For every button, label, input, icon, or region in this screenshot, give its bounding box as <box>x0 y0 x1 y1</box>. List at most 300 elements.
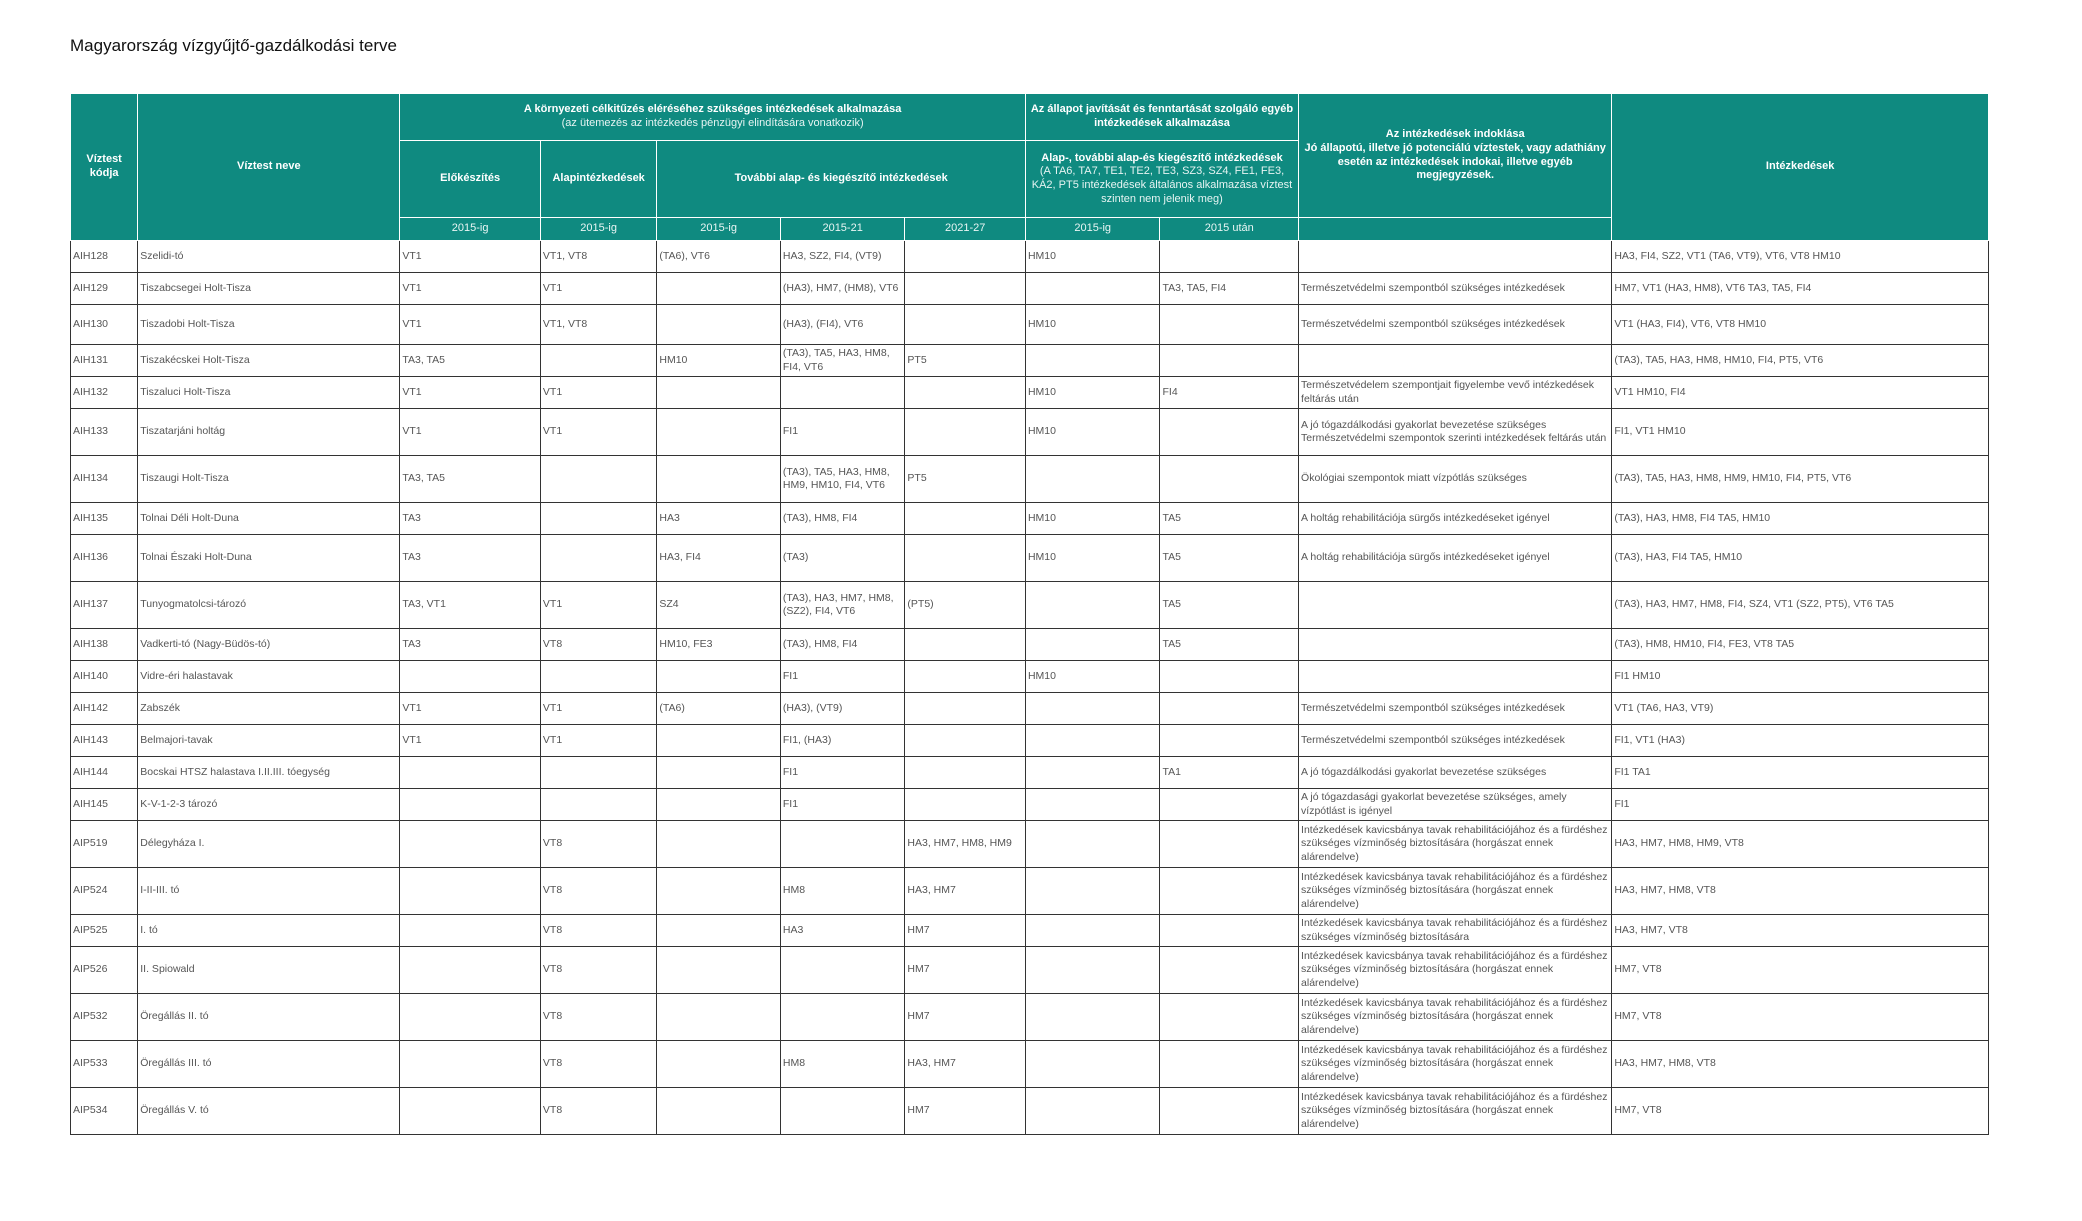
cell-name: Tiszabcsegei Holt-Tisza <box>138 273 400 305</box>
cell-basic: VT1 <box>540 693 656 725</box>
table-row <box>71 789 1989 821</box>
cell-s2 <box>1160 725 1299 757</box>
table-row <box>71 994 1989 1041</box>
cell-s1 <box>1025 345 1160 377</box>
cell-prep <box>400 1088 541 1135</box>
cell-f2: (TA3) <box>780 535 905 582</box>
cell-f1 <box>657 456 781 503</box>
cell-prep: VT1 <box>400 305 541 345</box>
cell-s1: HM10 <box>1025 377 1160 409</box>
cell-measures: HM7, VT8 <box>1612 947 1989 994</box>
cell-reason: Intézkedések kavicsbánya tavak rehabilitációjához és a fürdéshez szükséges vízminőség biztosítására (horgászat ennek alárendelve) <box>1299 868 1612 915</box>
cell-reason: Természetvédelmi szempontból szükséges intézkedések <box>1299 693 1612 725</box>
cell-measures: (TA3), HA3, HM7, HM8, FI4, SZ4, VT1 (SZ2, PT5), VT6 TA5 <box>1612 582 1989 629</box>
cell-s1 <box>1025 789 1160 821</box>
cell-s1 <box>1025 456 1160 503</box>
cell-name: Öregállás V. tó <box>138 1088 400 1135</box>
col-header-basic: Alapintézkedések <box>540 141 656 218</box>
cell-s2 <box>1160 409 1299 456</box>
cell-f1 <box>657 377 781 409</box>
cell-measures: FI1 TA1 <box>1612 757 1989 789</box>
cell-measures: FI1 HM10 <box>1612 661 1989 693</box>
cell-s2 <box>1160 868 1299 915</box>
cell-s2: TA1 <box>1160 757 1299 789</box>
cell-code: AIH135 <box>71 503 138 535</box>
cell-name: I-II-III. tó <box>138 868 400 915</box>
cell-basic: VT8 <box>540 821 656 868</box>
cell-s2 <box>1160 821 1299 868</box>
cell-prep: TA3, TA5 <box>400 456 541 503</box>
cell-reason: A jó tógazdálkodási gyakorlat bevezetése szükséges Természetvédelmi szempontok szerinti intézkedések feltárás után <box>1299 409 1612 456</box>
cell-f3: HM7 <box>905 1088 1026 1135</box>
cell-prep <box>400 757 541 789</box>
period-state-1: 2015-ig <box>1025 218 1160 241</box>
cell-f1 <box>657 757 781 789</box>
cell-s1: HM10 <box>1025 535 1160 582</box>
cell-f3 <box>905 377 1026 409</box>
cell-name: II. Spiowald <box>138 947 400 994</box>
table-row <box>71 1088 1989 1135</box>
cell-name: Öregállás III. tó <box>138 1041 400 1088</box>
cell-reason: Természetvédelmi szempontból szükséges intézkedések <box>1299 725 1612 757</box>
cell-s2 <box>1160 345 1299 377</box>
table-row <box>71 409 1989 456</box>
table-row <box>71 693 1989 725</box>
cell-s2 <box>1160 1088 1299 1135</box>
cell-s1: HM10 <box>1025 305 1160 345</box>
cell-f3: HA3, HM7 <box>905 868 1026 915</box>
cell-s1 <box>1025 915 1160 947</box>
cell-code: AIH128 <box>71 241 138 273</box>
cell-basic: VT8 <box>540 994 656 1041</box>
cell-reason: Természetvédelmi szempontból szükséges intézkedések <box>1299 305 1612 345</box>
cell-code: AIH132 <box>71 377 138 409</box>
table-row <box>71 345 1989 377</box>
cell-prep: TA3, VT1 <box>400 582 541 629</box>
cell-reason <box>1299 582 1612 629</box>
cell-prep <box>400 1041 541 1088</box>
cell-code: AIH129 <box>71 273 138 305</box>
cell-f3 <box>905 789 1026 821</box>
cell-prep <box>400 868 541 915</box>
cell-basic: VT8 <box>540 947 656 994</box>
cell-prep <box>400 789 541 821</box>
cell-f1 <box>657 915 781 947</box>
cell-prep <box>400 661 541 693</box>
period-further-1: 2015-ig <box>657 218 781 241</box>
cell-s1 <box>1025 629 1160 661</box>
cell-basic <box>540 661 656 693</box>
cell-s2 <box>1160 994 1299 1041</box>
cell-reason <box>1299 241 1612 273</box>
col-header-code: Víztest kódja <box>71 94 138 241</box>
cell-s1: HM10 <box>1025 503 1160 535</box>
cell-prep: VT1 <box>400 241 541 273</box>
cell-measures: HA3, HM7, VT8 <box>1612 915 1989 947</box>
period-further-2: 2015-21 <box>780 218 905 241</box>
cell-s2: TA5 <box>1160 535 1299 582</box>
table-row <box>71 535 1989 582</box>
cell-f1: HM10, FE3 <box>657 629 781 661</box>
cell-basic: VT1 <box>540 582 656 629</box>
cell-name: Tunyogmatolcsi-tározó <box>138 582 400 629</box>
cell-reason: A jó tógazdálkodási gyakorlat bevezetése szükséges <box>1299 757 1612 789</box>
cell-f3: (PT5) <box>905 582 1026 629</box>
cell-f2: HA3 <box>780 915 905 947</box>
cell-f3: HM7 <box>905 947 1026 994</box>
cell-basic: VT1 <box>540 377 656 409</box>
cell-s1 <box>1025 1088 1160 1135</box>
cell-f3: HM7 <box>905 915 1026 947</box>
cell-code: AIH142 <box>71 693 138 725</box>
cell-basic <box>540 789 656 821</box>
cell-name: I. tó <box>138 915 400 947</box>
cell-f3 <box>905 661 1026 693</box>
cell-f2: (TA3), TA5, HA3, HM8, FI4, VT6 <box>780 345 905 377</box>
cell-f1 <box>657 1088 781 1135</box>
cell-s2 <box>1160 915 1299 947</box>
cell-code: AIH133 <box>71 409 138 456</box>
cell-s1 <box>1025 821 1160 868</box>
cell-f2 <box>780 377 905 409</box>
cell-reason: Ökológiai szempontok miatt vízpótlás szükséges <box>1299 456 1612 503</box>
col-header-state-sub-note: (A TA6, TA7, TE1, TE2, TE3, SZ3, SZ4, FE1, FE3, KÁ2, PT5 intézkedések általános alkalmazása víztest szinten nem jelenik meg) <box>1031 165 1293 205</box>
cell-prep: VT1 <box>400 377 541 409</box>
cell-basic <box>540 757 656 789</box>
table-row <box>71 757 1989 789</box>
cell-measures: HA3, HM7, HM8, VT8 <box>1612 868 1989 915</box>
period-further-3: 2021-27 <box>905 218 1026 241</box>
cell-f2 <box>780 947 905 994</box>
cell-prep <box>400 947 541 994</box>
cell-s1 <box>1025 693 1160 725</box>
cell-reason <box>1299 661 1612 693</box>
cell-prep: TA3, TA5 <box>400 345 541 377</box>
cell-code: AIH137 <box>71 582 138 629</box>
cell-f1 <box>657 305 781 345</box>
table-row <box>71 241 1989 273</box>
cell-f3: PT5 <box>905 456 1026 503</box>
cell-name: Szelidi-tó <box>138 241 400 273</box>
cell-reason: A holtág rehabilitációja sürgős intézkedéseket igényel <box>1299 503 1612 535</box>
table-row <box>71 821 1989 868</box>
cell-f1: (TA6) <box>657 693 781 725</box>
cell-f1 <box>657 409 781 456</box>
cell-f3 <box>905 409 1026 456</box>
cell-name: Öregállás II. tó <box>138 994 400 1041</box>
col-header-reasons-title: Az intézkedések indoklása <box>1385 128 1525 140</box>
cell-s2 <box>1160 789 1299 821</box>
cell-measures: FI1, VT1 HM10 <box>1612 409 1989 456</box>
cell-name: Tiszatarjáni holtág <box>138 409 400 456</box>
period-prep: 2015-ig <box>400 218 541 241</box>
col-header-reasons-sub: Jó állapotú, illetve jó potenciálú víztestek, vagy adathiány esetén az intézkedések indokai, illetve egyéb megjegyzések. <box>1304 141 1606 182</box>
col-header-state-sub-title: Alap-, további alap-és kiegészítő intézkedések <box>1041 151 1283 164</box>
cell-f3: PT5 <box>905 345 1026 377</box>
cell-f3: HA3, HM7 <box>905 1041 1026 1088</box>
cell-f1: HA3 <box>657 503 781 535</box>
cell-f2: HM8 <box>780 1041 905 1088</box>
cell-basic: VT1, VT8 <box>540 241 656 273</box>
col-header-further: További alap- és kiegészítő intézkedések <box>657 141 1026 218</box>
cell-code: AIH131 <box>71 345 138 377</box>
cell-f1: HA3, FI4 <box>657 535 781 582</box>
cell-s2: TA3, TA5, FI4 <box>1160 273 1299 305</box>
measures-table <box>70 93 1989 1135</box>
cell-f1: (TA6), VT6 <box>657 241 781 273</box>
cell-measures: HA3, FI4, SZ2, VT1 (TA6, VT9), VT6, VT8 HM10 <box>1612 241 1989 273</box>
table-row <box>71 947 1989 994</box>
table-row <box>71 661 1989 693</box>
table-row <box>71 725 1989 757</box>
cell-s2 <box>1160 305 1299 345</box>
cell-code: AIP526 <box>71 947 138 994</box>
cell-f3: HM7 <box>905 994 1026 1041</box>
cell-measures: FI1 <box>1612 789 1989 821</box>
cell-s1: HM10 <box>1025 241 1160 273</box>
cell-name: Tiszakécskei Holt-Tisza <box>138 345 400 377</box>
cell-basic: VT1 <box>540 409 656 456</box>
cell-s1: HM10 <box>1025 409 1160 456</box>
cell-f1: HM10 <box>657 345 781 377</box>
cell-f2: (HA3), HM7, (HM8), VT6 <box>780 273 905 305</box>
cell-f2 <box>780 994 905 1041</box>
cell-reason: Intézkedések kavicsbánya tavak rehabilitációjához és a fürdéshez szükséges vízminőség biztosítására (horgászat ennek alárendelve) <box>1299 994 1612 1041</box>
cell-f3 <box>905 305 1026 345</box>
col-header-name: Víztest neve <box>138 94 400 241</box>
table-row <box>71 456 1989 503</box>
cell-f2: FI1, (HA3) <box>780 725 905 757</box>
cell-f2: HM8 <box>780 868 905 915</box>
cell-f2: FI1 <box>780 789 905 821</box>
period-state-2: 2015 után <box>1160 218 1299 241</box>
cell-f2: (TA3), HA3, HM7, HM8, (SZ2), FI4, VT6 <box>780 582 905 629</box>
cell-f3 <box>905 535 1026 582</box>
table-row <box>71 629 1989 661</box>
cell-reason <box>1299 345 1612 377</box>
cell-measures: (TA3), HM8, HM10, FI4, FE3, VT8 TA5 <box>1612 629 1989 661</box>
cell-f3 <box>905 757 1026 789</box>
cell-name: Vidre-éri halastavak <box>138 661 400 693</box>
cell-f1 <box>657 868 781 915</box>
cell-measures: (TA3), TA5, HA3, HM8, HM10, FI4, PT5, VT6 <box>1612 345 1989 377</box>
cell-basic: VT8 <box>540 1041 656 1088</box>
cell-s1 <box>1025 757 1160 789</box>
cell-f2: (TA3), HM8, FI4 <box>780 503 905 535</box>
cell-prep: TA3 <box>400 535 541 582</box>
cell-s2 <box>1160 456 1299 503</box>
cell-f3 <box>905 629 1026 661</box>
cell-prep: TA3 <box>400 629 541 661</box>
table-row <box>71 377 1989 409</box>
cell-basic: VT8 <box>540 629 656 661</box>
cell-f2: HA3, SZ2, FI4, (VT9) <box>780 241 905 273</box>
cell-f2: (TA3), TA5, HA3, HM8, HM9, HM10, FI4, VT6 <box>780 456 905 503</box>
reasons-spacer <box>1299 218 1612 241</box>
cell-f1 <box>657 273 781 305</box>
table-body <box>71 241 1989 1135</box>
cell-f1 <box>657 994 781 1041</box>
cell-measures: FI1, VT1 (HA3) <box>1612 725 1989 757</box>
cell-s1: HM10 <box>1025 661 1160 693</box>
cell-name: Délegyháza I. <box>138 821 400 868</box>
cell-code: AIH140 <box>71 661 138 693</box>
table-row <box>71 503 1989 535</box>
cell-basic: VT8 <box>540 1088 656 1135</box>
cell-code: AIH134 <box>71 456 138 503</box>
table-row <box>71 868 1989 915</box>
cell-s1 <box>1025 947 1160 994</box>
cell-code: AIP532 <box>71 994 138 1041</box>
cell-f1 <box>657 821 781 868</box>
period-basic: 2015-ig <box>540 218 656 241</box>
cell-s2 <box>1160 693 1299 725</box>
table-row <box>71 582 1989 629</box>
cell-f1: SZ4 <box>657 582 781 629</box>
cell-code: AIP524 <box>71 868 138 915</box>
cell-reason: Intézkedések kavicsbánya tavak rehabilitációjához és a fürdéshez szükséges vízminőség biztosítására (horgászat ennek alárendelve) <box>1299 1041 1612 1088</box>
cell-s2 <box>1160 661 1299 693</box>
cell-s1 <box>1025 725 1160 757</box>
cell-prep: TA3 <box>400 503 541 535</box>
cell-f3 <box>905 503 1026 535</box>
cell-measures: HM7, VT1 (HA3, HM8), VT6 TA3, TA5, FI4 <box>1612 273 1989 305</box>
cell-f2 <box>780 821 905 868</box>
cell-s1 <box>1025 1041 1160 1088</box>
cell-f2: FI1 <box>780 757 905 789</box>
cell-s2: FI4 <box>1160 377 1299 409</box>
cell-measures: (TA3), HA3, FI4 TA5, HM10 <box>1612 535 1989 582</box>
group-header-env-title: A környezeti célkitűzés eléréséhez szükséges intézkedések alkalmazása <box>523 103 902 116</box>
cell-basic: VT8 <box>540 915 656 947</box>
cell-reason: Intézkedések kavicsbánya tavak rehabilitációjához és a fürdéshez szükséges vízminőség biztosítására (horgászat ennek alárendelve) <box>1299 1088 1612 1135</box>
cell-name: Tiszadobi Holt-Tisza <box>138 305 400 345</box>
cell-name: K-V-1-2-3 tározó <box>138 789 400 821</box>
cell-s2: TA5 <box>1160 503 1299 535</box>
cell-basic <box>540 345 656 377</box>
cell-reason: Intézkedések kavicsbánya tavak rehabilitációjához és a fürdéshez szükséges vízminőség biztosítására (horgászat ennek alárendelve) <box>1299 947 1612 994</box>
cell-f1 <box>657 1041 781 1088</box>
cell-f1 <box>657 789 781 821</box>
cell-s2 <box>1160 241 1299 273</box>
cell-name: Belmajori-tavak <box>138 725 400 757</box>
cell-f3 <box>905 241 1026 273</box>
cell-basic: VT8 <box>540 868 656 915</box>
cell-reason: Természetvédelmi szempontból szükséges intézkedések <box>1299 273 1612 305</box>
cell-basic <box>540 503 656 535</box>
cell-reason <box>1299 629 1612 661</box>
cell-code: AIP533 <box>71 1041 138 1088</box>
cell-reason: A jó tógazdasági gyakorlat bevezetése szükséges, amely vízpótlást is igényel <box>1299 789 1612 821</box>
cell-prep: VT1 <box>400 725 541 757</box>
cell-name: Vadkerti-tó (Nagy-Büdös-tó) <box>138 629 400 661</box>
cell-code: AIP519 <box>71 821 138 868</box>
cell-reason: Intézkedések kavicsbánya tavak rehabilitációjához és a fürdéshez szükséges vízminőség biztosítására (horgászat ennek alárendelve) <box>1299 821 1612 868</box>
cell-f2: (TA3), HM8, FI4 <box>780 629 905 661</box>
cell-measures: HM7, VT8 <box>1612 1088 1989 1135</box>
cell-code: AIP534 <box>71 1088 138 1135</box>
cell-name: Zabszék <box>138 693 400 725</box>
cell-f3 <box>905 693 1026 725</box>
cell-measures: HA3, HM7, HM8, VT8 <box>1612 1041 1989 1088</box>
table-row <box>71 915 1989 947</box>
page-title: Magyarország vízgyűjtő-gazdálkodási terve <box>70 36 397 55</box>
cell-measures: (TA3), TA5, HA3, HM8, HM9, HM10, FI4, PT5, VT6 <box>1612 456 1989 503</box>
cell-f1 <box>657 947 781 994</box>
cell-basic <box>540 535 656 582</box>
cell-name: Bocskai HTSZ halastava I.II.III. tóegység <box>138 757 400 789</box>
cell-prep <box>400 915 541 947</box>
cell-s1 <box>1025 273 1160 305</box>
cell-s1 <box>1025 582 1160 629</box>
cell-f1 <box>657 725 781 757</box>
cell-measures: VT1 (TA6, HA3, VT9) <box>1612 693 1989 725</box>
cell-code: AIH144 <box>71 757 138 789</box>
col-header-reasons <box>1299 94 1612 218</box>
cell-s2: TA5 <box>1160 582 1299 629</box>
cell-s2 <box>1160 1041 1299 1088</box>
cell-code: AIH145 <box>71 789 138 821</box>
cell-f2: FI1 <box>780 661 905 693</box>
cell-name: Tiszaluci Holt-Tisza <box>138 377 400 409</box>
cell-measures: VT1 HM10, FI4 <box>1612 377 1989 409</box>
cell-f2 <box>780 1088 905 1135</box>
table-row <box>71 305 1989 345</box>
group-header-state: Az állapot javítását és fenntartását szolgáló egyéb intézkedések alkalmazása <box>1025 94 1298 141</box>
cell-basic <box>540 456 656 503</box>
cell-basic: VT1 <box>540 273 656 305</box>
cell-prep: VT1 <box>400 409 541 456</box>
table-row <box>71 1041 1989 1088</box>
cell-code: AIH130 <box>71 305 138 345</box>
cell-code: AIH138 <box>71 629 138 661</box>
cell-prep: VT1 <box>400 273 541 305</box>
cell-basic: VT1 <box>540 725 656 757</box>
cell-code: AIH136 <box>71 535 138 582</box>
col-header-prep: Előkészítés <box>400 141 541 218</box>
cell-s1 <box>1025 994 1160 1041</box>
group-header-env-note: (az ütemezés az intézkedés pénzügyi elindítására vonatkozik) <box>561 117 864 129</box>
cell-name: Tiszaugi Holt-Tisza <box>138 456 400 503</box>
cell-f2: (HA3), (FI4), VT6 <box>780 305 905 345</box>
cell-f2: (HA3), (VT9) <box>780 693 905 725</box>
col-header-measures: Intézkedések <box>1612 94 1989 241</box>
cell-reason: Természetvédelem szempontjait figyelembe vevő intézkedések feltárás után <box>1299 377 1612 409</box>
cell-f3 <box>905 273 1026 305</box>
cell-f3: HA3, HM7, HM8, HM9 <box>905 821 1026 868</box>
cell-name: Tolnai Déli Holt-Duna <box>138 503 400 535</box>
cell-s1 <box>1025 868 1160 915</box>
cell-measures: VT1 (HA3, FI4), VT6, VT8 HM10 <box>1612 305 1989 345</box>
cell-name: Tolnai Északi Holt-Duna <box>138 535 400 582</box>
cell-s2: TA5 <box>1160 629 1299 661</box>
cell-code: AIP525 <box>71 915 138 947</box>
table-row <box>71 273 1989 305</box>
cell-prep: VT1 <box>400 693 541 725</box>
col-header-state-sub <box>1025 141 1298 218</box>
cell-f1 <box>657 661 781 693</box>
cell-reason: Intézkedések kavicsbánya tavak rehabilitációjához és a fürdéshez szükséges vízminőség biztosítására <box>1299 915 1612 947</box>
cell-f3 <box>905 725 1026 757</box>
cell-measures: (TA3), HA3, HM8, FI4 TA5, HM10 <box>1612 503 1989 535</box>
cell-code: AIH143 <box>71 725 138 757</box>
cell-measures: HM7, VT8 <box>1612 994 1989 1041</box>
cell-measures: HA3, HM7, HM8, HM9, VT8 <box>1612 821 1989 868</box>
cell-prep <box>400 994 541 1041</box>
group-header-env <box>400 94 1026 141</box>
cell-s2 <box>1160 947 1299 994</box>
cell-basic: VT1, VT8 <box>540 305 656 345</box>
